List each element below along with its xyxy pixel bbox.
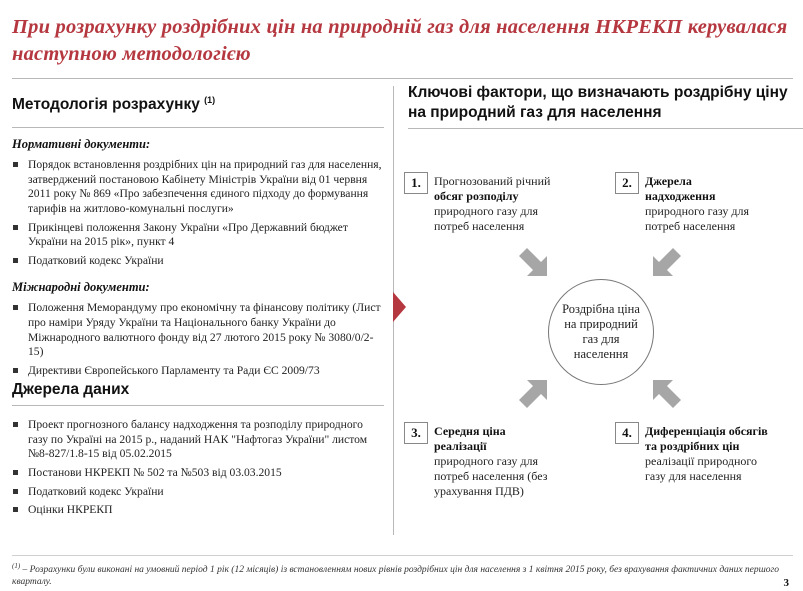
bullet-icon	[13, 162, 18, 167]
factor-text-post: природного газу для потреб населення	[645, 204, 749, 233]
factor-number: 4.	[615, 422, 639, 444]
bullet-icon	[13, 305, 18, 310]
bullet-icon	[13, 422, 18, 427]
arrow-shape	[519, 248, 547, 276]
factor-text-pre: Прогнозований річний	[434, 174, 551, 188]
bullet-icon	[13, 470, 18, 475]
factor-4	[615, 422, 800, 502]
key-factors-heading: Ключові фактори, що визначають роздрібну ціну на природний газ для населення	[408, 84, 788, 121]
list-item	[12, 221, 384, 250]
page-number: 3	[783, 577, 789, 589]
list-item-text: Положення Меморандуму про економічну та фінансову політику (Лист про наміри Уряду України та Національного банку України до Міжнародного валютного фонду від 27 лютого 2015 року № 3080/0/2-15)	[28, 301, 381, 359]
methodology-panel	[12, 86, 384, 518]
list-item-text: Проект прогнозного балансу надходження та розподілу природного газу по Україні на 2015 р., наданий НАК "Нафтогаз України" листом №8-827/1.8-15 від 05.02.2015	[28, 418, 368, 461]
footnote-rule	[12, 555, 793, 556]
factor-text	[645, 174, 780, 234]
factor-text	[434, 174, 569, 234]
arrow-shape	[653, 380, 681, 408]
list-item-text: Порядок встановлення роздрібних цін на природний газ для населення, затверджений постановою Кабінету Міністрів України від 01 червня 2011 року № 869 «Про забезпечення єдиного підходу до формування тарифів на житлово-комунальні послуги»	[28, 158, 382, 215]
footnote	[12, 560, 784, 588]
data-sources-heading: Джерела даних	[12, 381, 130, 399]
list-item	[12, 158, 384, 216]
factor-number: 3.	[404, 422, 428, 444]
factor-1	[404, 172, 594, 240]
factor-text	[434, 424, 574, 499]
retail-price-circle	[548, 279, 654, 385]
international-docs-list	[12, 301, 384, 378]
normative-docs-list	[12, 158, 384, 268]
arrow-icon-bottom-right	[645, 372, 685, 412]
factor-3	[404, 422, 594, 502]
methodology-heading-footnote-ref: (1)	[204, 95, 216, 105]
list-item	[12, 301, 384, 359]
methodology-heading-text: Методологія розрахунку	[12, 96, 200, 114]
list-item-text: Податковий кодекс України	[28, 484, 164, 498]
factor-number: 2.	[615, 172, 639, 194]
page-title: При розрахунку роздрібних цін на природній газ для населення НКРЕКП керувалася наступною методологією	[12, 16, 788, 65]
list-item-text: Податковий кодекс України	[28, 253, 164, 267]
factor-text-post: природного газу для потреб населення (без урахування ПДВ)	[434, 454, 548, 498]
arrow-icon-top-left	[515, 244, 555, 284]
list-item	[12, 418, 384, 462]
title-divider	[12, 78, 793, 79]
factor-number: 1.	[404, 172, 428, 194]
bullet-icon	[13, 225, 18, 230]
arrow-shape	[653, 248, 681, 276]
data-sources-rule	[12, 405, 384, 406]
factor-text-bold: Диференціація обсягів та роздрібних цін	[645, 424, 768, 453]
arrow-icon-bottom-left	[515, 372, 555, 412]
factor-text-bold: Джерела надходження	[645, 174, 716, 203]
factor-text-bold: обсяг розподілу	[434, 189, 519, 203]
arrow-icon-top-right	[645, 244, 685, 284]
key-factors-rule	[408, 128, 803, 129]
normative-docs-label: Нормативні документи:	[12, 137, 151, 152]
factor-text-bold: Середня ціна реалізації	[434, 424, 506, 453]
list-item-text: Прикінцеві положення Закону України «Про Державний бюджет України на 2015 рік», пункт 4	[28, 220, 348, 249]
methodology-rule	[12, 127, 384, 128]
international-docs-label: Міжнародні документи:	[12, 280, 150, 295]
list-item-text: Постанови НКРЕКП № 502 та №503 від 03.03.2015	[28, 466, 282, 480]
bullet-icon	[13, 489, 18, 494]
bullet-icon	[13, 258, 18, 263]
list-item	[12, 503, 384, 518]
list-item	[12, 254, 384, 269]
factor-text-post: природного газу для потреб населення	[434, 204, 538, 233]
factor-text-post: реалізації природного газу для населення	[645, 454, 758, 483]
methodology-heading	[12, 90, 384, 115]
footnote-marker: (1)	[12, 562, 21, 570]
bullet-icon	[13, 368, 18, 373]
factor-2	[615, 172, 800, 240]
list-item-text: Директиви Європейського Парламенту та Ради ЄС 2009/73	[28, 363, 320, 377]
divider-arrow-icon	[393, 292, 406, 322]
list-item	[12, 364, 384, 379]
data-sources-list	[12, 418, 384, 518]
arrow-shape	[519, 380, 547, 408]
list-item	[12, 485, 384, 500]
footnote-text: – Розрахунки були виконані на умовний період 1 рік (12 місяців) із встановленням нових рівнів роздрібних цін для населення з 1 квітня 2015 року, без врахування фактичних даних першого кварталу.	[12, 565, 780, 588]
retail-price-circle-text: Роздрібна ціна на природний газ для населення	[562, 302, 640, 361]
factor-text	[645, 424, 775, 484]
bullet-icon	[13, 507, 18, 512]
list-item	[12, 466, 384, 481]
list-item-text: Оцінки НКРЕКП	[28, 503, 113, 517]
